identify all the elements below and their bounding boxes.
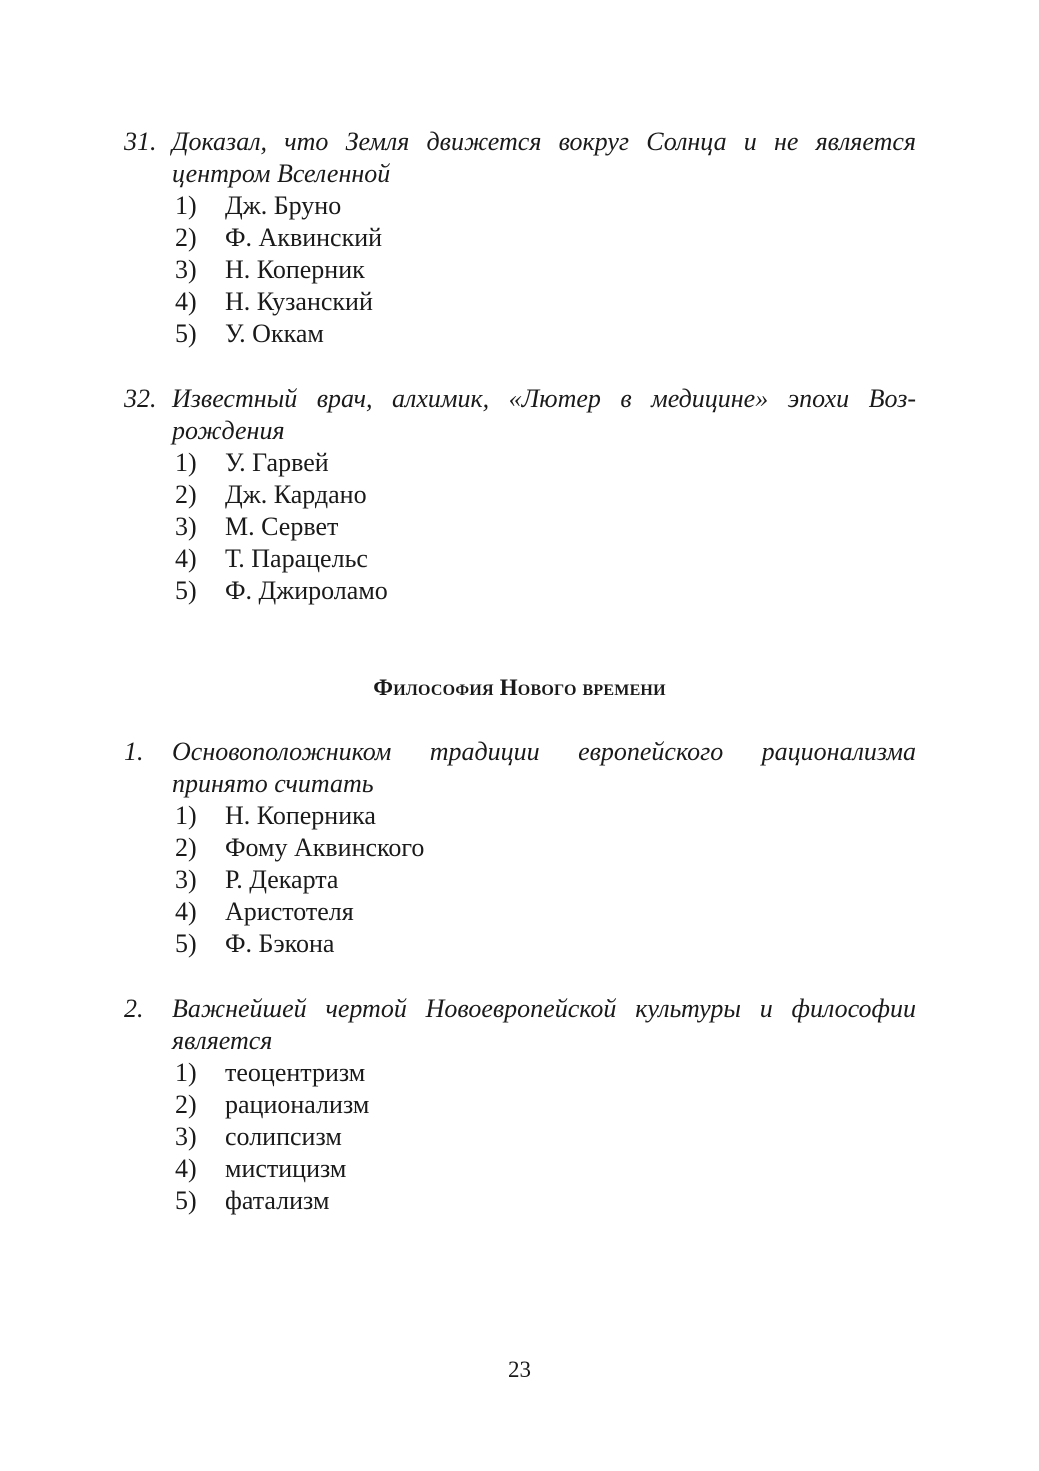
answer-option bbox=[172, 896, 916, 928]
answer-option bbox=[172, 1185, 916, 1217]
question-stem bbox=[124, 993, 916, 1057]
question-text-line-1: Доказал, что Земля движется вокруг Солнца и не является bbox=[172, 127, 916, 156]
answer-option bbox=[172, 286, 916, 318]
question-text-line-2: принято считать bbox=[172, 769, 374, 798]
question-stem bbox=[124, 736, 916, 800]
option-text: мистицизм bbox=[225, 1154, 347, 1183]
option-text: У. Гарвей bbox=[225, 448, 329, 477]
answer-option bbox=[172, 928, 916, 960]
option-text: Н. Кузанский bbox=[225, 287, 373, 316]
question-text bbox=[172, 126, 916, 190]
option-number: 4) bbox=[175, 544, 197, 573]
option-text: Фому Аквинского bbox=[225, 833, 425, 862]
answer-option bbox=[172, 1057, 916, 1089]
option-text: Ф. Бэкона bbox=[225, 929, 335, 958]
option-number: 4) bbox=[175, 897, 197, 926]
question-text-line-1: Важнейшей чертой Новоевропейской культуры и философии bbox=[172, 994, 916, 1023]
option-number: 1) bbox=[175, 191, 197, 220]
question-stem bbox=[124, 126, 916, 190]
question-text-line-2: рождения bbox=[172, 416, 285, 445]
answer-options bbox=[124, 1057, 916, 1217]
question-text bbox=[172, 736, 916, 800]
option-number: 3) bbox=[175, 1122, 197, 1151]
question-number: 1. bbox=[124, 737, 144, 766]
option-number: 2) bbox=[175, 1090, 197, 1119]
answer-option bbox=[172, 800, 916, 832]
option-number: 4) bbox=[175, 1154, 197, 1183]
option-number: 5) bbox=[175, 929, 197, 958]
question-number: 31. bbox=[124, 127, 157, 156]
option-number: 1) bbox=[175, 801, 197, 830]
option-number: 5) bbox=[175, 319, 197, 348]
answer-options bbox=[124, 447, 916, 607]
option-text: фатализм bbox=[225, 1186, 330, 1215]
option-number: 3) bbox=[175, 255, 197, 284]
question-text-line-1: Известный врач, алхимик, «Лютер в медицине» эпохи Воз- bbox=[172, 384, 916, 413]
question-32 bbox=[124, 383, 916, 607]
option-number: 2) bbox=[175, 833, 197, 862]
option-text: Т. Парацельс bbox=[225, 544, 368, 573]
question-1 bbox=[124, 736, 916, 960]
option-number: 5) bbox=[175, 1186, 197, 1215]
option-number: 5) bbox=[175, 576, 197, 605]
option-text: Дж. Кардано bbox=[225, 480, 367, 509]
answer-option bbox=[172, 222, 916, 254]
question-31 bbox=[124, 126, 916, 350]
answer-option bbox=[172, 318, 916, 350]
answer-options bbox=[124, 800, 916, 960]
option-text: Аристотеля bbox=[225, 897, 354, 926]
answer-option bbox=[172, 543, 916, 575]
option-text: теоцентризм bbox=[225, 1058, 366, 1087]
option-text: Ф. Аквинский bbox=[225, 223, 383, 252]
answer-option bbox=[172, 190, 916, 222]
option-number: 3) bbox=[175, 512, 197, 541]
answer-option bbox=[172, 479, 916, 511]
option-text: солипсизм bbox=[225, 1122, 342, 1151]
option-text: Дж. Бруно bbox=[225, 191, 342, 220]
option-text: М. Сервет bbox=[225, 512, 339, 541]
option-number: 3) bbox=[175, 865, 197, 894]
question-number: 32. bbox=[124, 384, 157, 413]
question-text-line-2: является bbox=[172, 1026, 273, 1055]
question-stem bbox=[124, 383, 916, 447]
section-heading: Философия Нового времени bbox=[373, 675, 666, 700]
question-text-line-1: Основоположником традиции европейского рационализма bbox=[172, 737, 916, 766]
answer-option bbox=[172, 1153, 916, 1185]
option-text: рационализм bbox=[225, 1090, 370, 1119]
answer-option bbox=[172, 864, 916, 896]
option-number: 1) bbox=[175, 448, 197, 477]
option-text: Н. Коперника bbox=[225, 801, 376, 830]
question-2 bbox=[124, 993, 916, 1217]
answer-option bbox=[172, 447, 916, 479]
question-text-line-2: центром Вселенной bbox=[172, 159, 391, 188]
answer-option bbox=[172, 1121, 916, 1153]
question-text bbox=[172, 993, 916, 1057]
option-number: 2) bbox=[175, 223, 197, 252]
option-number: 4) bbox=[175, 287, 197, 316]
question-number: 2. bbox=[124, 994, 144, 1023]
answer-option bbox=[172, 1089, 916, 1121]
option-text: Н. Коперник bbox=[225, 255, 365, 284]
answer-option bbox=[172, 511, 916, 543]
page-number: 23 bbox=[508, 1357, 531, 1382]
answer-options bbox=[124, 190, 916, 350]
option-number: 2) bbox=[175, 480, 197, 509]
option-text: Р. Декарта bbox=[225, 865, 339, 894]
answer-option bbox=[172, 832, 916, 864]
question-text bbox=[172, 383, 916, 447]
answer-option bbox=[172, 575, 916, 607]
option-number: 1) bbox=[175, 1058, 197, 1087]
answer-option bbox=[172, 254, 916, 286]
option-text: Ф. Джироламо bbox=[225, 576, 388, 605]
option-text: У. Оккам bbox=[225, 319, 324, 348]
